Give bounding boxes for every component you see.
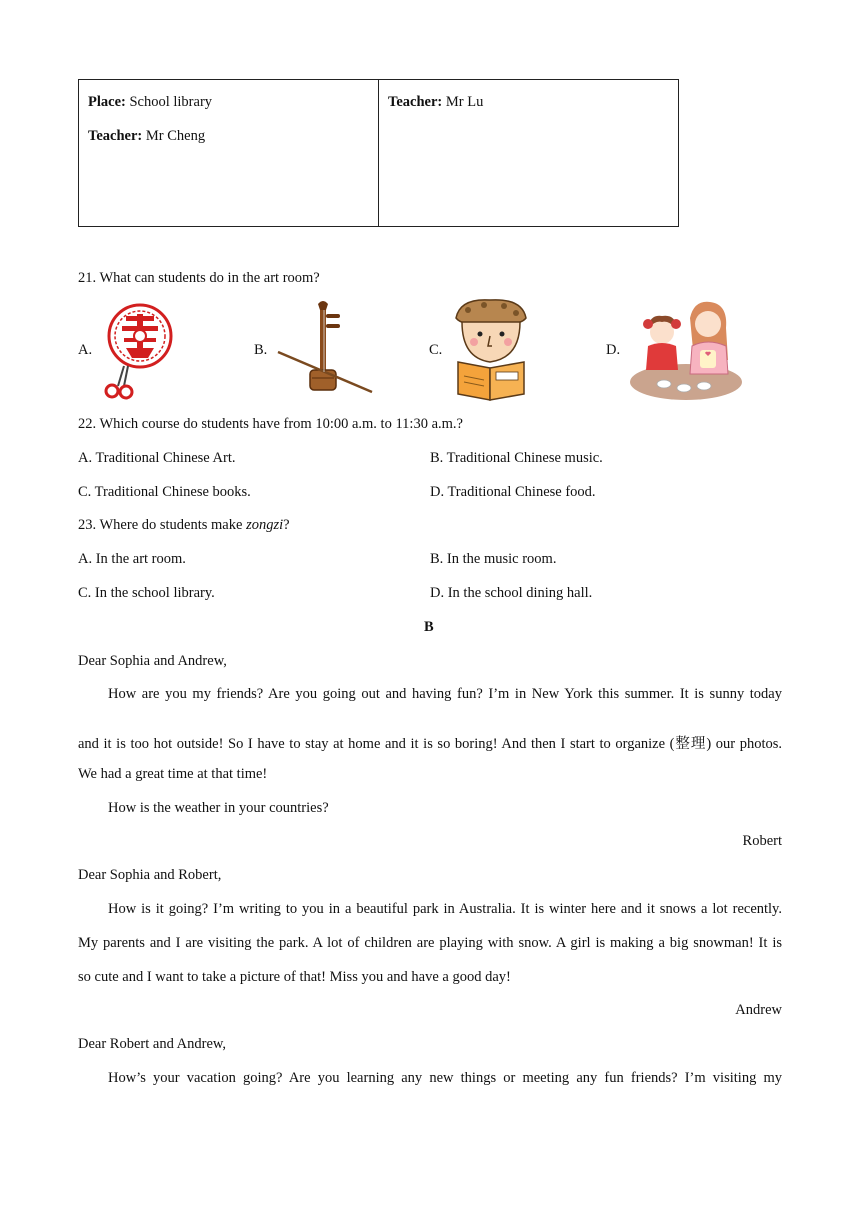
mother-daughter-making-dumplings-icon[interactable] — [628, 298, 744, 402]
q23-option-d[interactable]: D. In the school dining hall. — [430, 585, 593, 601]
course-info-table — [78, 79, 679, 227]
boy-reading-book-icon[interactable] — [450, 296, 532, 402]
place-label: Place: — [88, 94, 126, 110]
paper-cutting-scissors-icon[interactable] — [100, 302, 176, 400]
teacher-label-left: Teacher: — [88, 128, 143, 144]
teacher-label-right: Teacher: — [388, 94, 443, 110]
letter1-line4: How is the weather in your countries? — [108, 800, 329, 816]
question-21: 21. What can students do in the art room? — [78, 270, 320, 286]
q23-text-post: ? — [283, 517, 290, 533]
letter1-line2: and it is too hot outside! So I have to stay at home and it is so boring! And then I start to organize (整理) our photos. — [78, 736, 782, 752]
q23-option-c[interactable]: C. In the school library. — [78, 585, 215, 601]
table-cell-left — [79, 80, 379, 227]
question-22: 22. Which course do students have from 10:00 a.m. to 11:30 a.m.? — [78, 416, 463, 432]
section-heading: B — [424, 619, 434, 635]
letter2-line3: so cute and I want to take a picture of that! Miss you and have a good day! — [78, 969, 511, 985]
teacher-line-right — [388, 94, 483, 111]
option-c-letter[interactable]: C. — [429, 342, 443, 358]
erhu-instrument-icon[interactable] — [272, 300, 376, 398]
letter2-signature: Andrew — [735, 1002, 782, 1018]
place-line — [88, 94, 212, 111]
letter2-line1: How is it going? I’m writing to you in a beautiful park in Australia. It is winter here and it snows a lot recently. — [108, 901, 782, 917]
q23-text-pre: 23. Where do students make — [78, 517, 247, 533]
letter1-line3: We had a great time at that time! — [78, 766, 268, 782]
teacher-line-left — [88, 128, 205, 145]
letter3-greeting: Dear Robert and Andrew, — [78, 1036, 227, 1052]
question-23 — [78, 517, 290, 534]
option-b-letter[interactable]: B. — [254, 342, 268, 358]
q23-zongzi: zongzi — [246, 517, 284, 533]
table-cell-right — [379, 80, 679, 227]
letter1-line1: How are you my friends? Are you going out and having fun? I’m in New York this summer. It is sunny today — [108, 686, 782, 702]
q23-option-b[interactable]: B. In the music room. — [430, 551, 557, 567]
letter1-signature: Robert — [742, 833, 782, 849]
option-d-letter[interactable]: D. — [606, 342, 621, 358]
teacher-value-left: Mr Cheng — [142, 128, 206, 144]
teacher-value-right: Mr Lu — [442, 94, 484, 110]
letter2-greeting: Dear Sophia and Robert, — [78, 867, 222, 883]
place-value: School library — [125, 94, 213, 110]
letter2-line2: My parents and I are visiting the park. A lot of children are playing with snow. A girl is making a big snowman! It is — [78, 935, 782, 951]
option-a-letter[interactable]: A. — [78, 342, 93, 358]
q23-option-a[interactable]: A. In the art room. — [78, 551, 186, 567]
q22-option-d[interactable]: D. Traditional Chinese food. — [430, 484, 596, 500]
q22-option-b[interactable]: B. Traditional Chinese music. — [430, 450, 603, 466]
q22-option-c[interactable]: C. Traditional Chinese books. — [78, 484, 251, 500]
letter1-greeting: Dear Sophia and Andrew, — [78, 653, 227, 669]
letter3-line1: How’s your vacation going? Are you learning any new things or meeting any fun friends? I’m visiting my — [108, 1070, 782, 1086]
q22-option-a[interactable]: A. Traditional Chinese Art. — [78, 450, 236, 466]
